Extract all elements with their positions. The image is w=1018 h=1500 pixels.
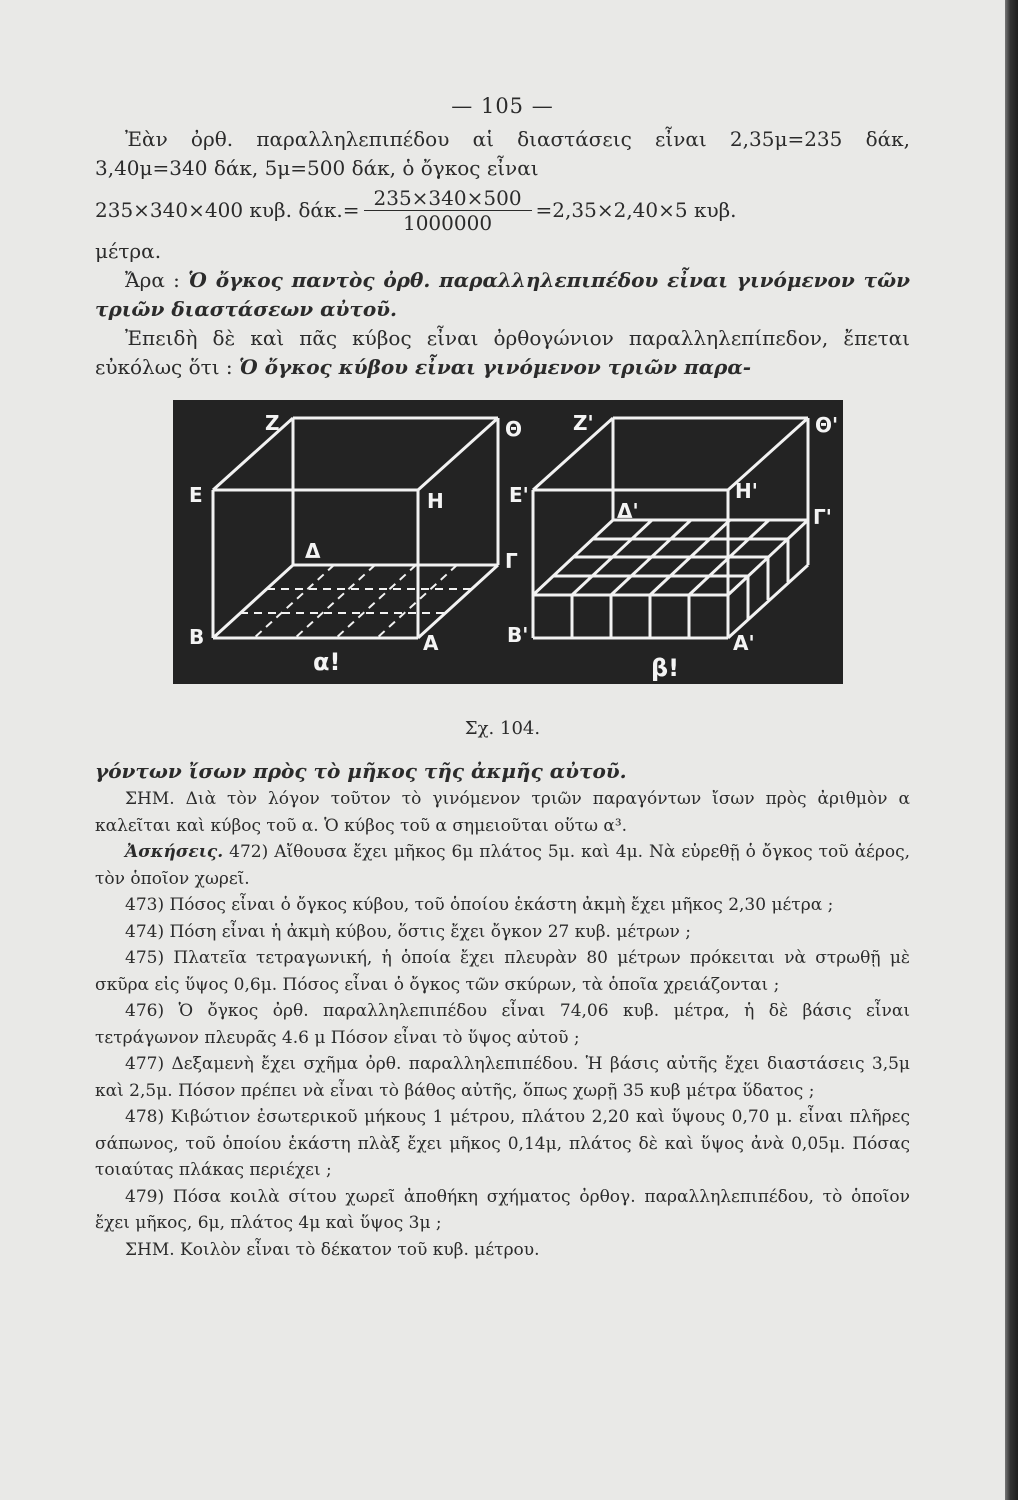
figure-caption: Σχ. 104. bbox=[464, 718, 541, 739]
formula-right: =2,35×2,40×5 κυβ. bbox=[535, 197, 737, 222]
label-theta-prime: Θ' bbox=[815, 413, 839, 437]
formula-end: μέτρα. bbox=[95, 239, 162, 263]
label-b: B bbox=[189, 625, 205, 649]
box-beta bbox=[533, 418, 808, 638]
exercise-472 bbox=[95, 839, 910, 892]
rule-2-prefix: Ἐπειδὴ δὲ καὶ πᾶς κύβος εἶναι ὀρθογώνιον παραλληλεπίπεδον, ἔπεται εὐκόλως ὅτι : bbox=[95, 326, 910, 379]
notes-and-exercises bbox=[95, 786, 910, 1263]
formula-left: 235×340×400 κυβ. δάκ.= bbox=[95, 197, 360, 222]
rule-1-text: Ὁ ὄγκος παντὸς ὀρθ. παραλληλεπιπέδου εἶναι γινόμενον τῶν τριῶν διαστάσεων αὐτοῦ. bbox=[95, 268, 910, 321]
rule-2-text-part2: γόντων ἴσων πρὸς τὸ μῆκος τῆς ἀκμῆς αὐτοῦ. bbox=[95, 759, 627, 783]
note-1: ΣΗΜ. Διὰ τὸν λόγον τοῦτον τὸ γινόμενον τριῶν παραγόντων ἴσων πρὸς ἀριθμὸν α καλεῖται καὶ κύβος τοῦ α. Ὁ κύβος τοῦ α σημειοῦται οὕτω α³. bbox=[95, 789, 910, 836]
label-a-prime: A' bbox=[733, 631, 755, 655]
label-b-prime: B' bbox=[507, 623, 529, 647]
exercise-472-text: 472) Αἴθουσα ἔχει μῆκος 6μ πλάτος 5μ. καὶ 4μ. Νὰ εὑρεθῇ ὁ ὄγκος τοῦ ἀέρος, τὸν ὁποῖον χωρεῖ. bbox=[95, 842, 910, 889]
rule-1 bbox=[95, 266, 910, 324]
label-theta: Θ bbox=[505, 417, 523, 441]
label-gamma-prime: Γ' bbox=[813, 505, 832, 529]
rule-2 bbox=[95, 324, 910, 382]
label-z-prime: Z' bbox=[573, 411, 594, 435]
label-delta-prime: Δ' bbox=[617, 499, 639, 523]
exercise-478: 478) Κιβώτιον ἐσωτερικοῦ μήκους 1 μέτρου, πλάτου 2,20 καὶ ὕψους 0,70 μ. εἶναι πλῆρες σάπωνος, τοῦ ὁποίου ἑκάστη πλὰξ ἔχει μῆκος 0,14μ, πλάτος δὲ καὶ ὕψος ἀνὰ 0,05μ. Πόσας τοιαύτας πλάκας περιέχει ; bbox=[95, 1107, 910, 1180]
exercise-473: 473) Πόσος εἶναι ὁ ὄγκος κύβου, τοῦ ὁποίου ἑκάστη ἀκμὴ ἔχει μῆκος 2,30 μέτρα ; bbox=[125, 895, 834, 915]
label-gamma: Γ bbox=[505, 549, 518, 573]
label-a: A bbox=[423, 631, 439, 655]
page-edge-shadow bbox=[1005, 0, 1018, 1500]
page-number: — 105 — bbox=[451, 94, 554, 118]
volume-formula bbox=[95, 183, 910, 237]
intro-text: Ἐὰν ὀρθ. παραλληλεπιπέδου αἱ διαστάσεις εἶναι 2,35μ=235 δάκ, 3,40μ=340 δάκ, 5μ=500 δάκ, ὁ ὄγκος εἶναι bbox=[95, 127, 910, 180]
fraction-denominator: 1000000 bbox=[402, 210, 493, 235]
rule-2-text-part1: Ὁ ὄγκος κύβου εἶναι γινόμενον τριῶν παρα- bbox=[239, 355, 752, 379]
label-h: H bbox=[427, 489, 444, 513]
note-2: ΣΗΜ. Κοιλὸν εἶναι τὸ δέκατον τοῦ κυβ. μέτρου. bbox=[125, 1239, 540, 1260]
formula-fraction bbox=[364, 186, 532, 235]
caption-beta: β! bbox=[651, 654, 680, 682]
exercise-474: 474) Πόση εἶναι ἡ ἀκμὴ κύβου, ὅστις ἔχει ὄγκον 27 κυβ. μέτρων ; bbox=[125, 921, 691, 942]
caption-alpha: α! bbox=[313, 648, 341, 676]
label-z: Z bbox=[265, 411, 280, 435]
figure-104 bbox=[173, 400, 843, 684]
label-h-prime: H' bbox=[735, 479, 758, 503]
rule-1-prefix: Ἄρα : bbox=[125, 268, 189, 292]
label-e: E bbox=[189, 483, 203, 507]
label-e-prime: E' bbox=[509, 483, 529, 507]
label-delta: Δ bbox=[305, 539, 321, 563]
exercise-476: 476) Ὁ ὄγκος ὀρθ. παραλληλεπιπέδου εἶναι 74,06 κυβ. μέτρα, ἡ δὲ βάσις εἶναι τετράγωνον πλευρᾶς 4.6 μ Πόσον εἶναι τὸ ὕψος αὐτοῦ ; bbox=[95, 1001, 910, 1048]
exercises-label: Ἀσκήσεις. bbox=[125, 842, 224, 862]
exercise-479: 479) Πόσα κοιλὰ σίτου χωρεῖ ἀποθήκη σχήματος ὀρθογ. παραλληλεπιπέδου, τὸ ὁποῖον ἔχει μῆκος, 6μ, πλάτος 4μ καὶ ὕψος 3μ ; bbox=[95, 1186, 910, 1233]
exercise-475: 475) Πλατεῖα τετραγωνική, ἡ ὁποία ἔχει πλευρὰν 80 μέτρων πρόκειται νὰ στρωθῇ μὲ σκῦρα εἰς ὕψος 0,6μ. Πόσος εἶναι ὁ ὄγκος τῶν σκύρων, τὰ ὁποῖα χρειάζονται ; bbox=[95, 948, 910, 995]
fraction-numerator: 235×340×500 bbox=[364, 186, 532, 211]
box-alpha bbox=[213, 418, 498, 638]
page-content bbox=[95, 92, 910, 1263]
figure-drawing bbox=[173, 400, 843, 684]
rule-2-continuation bbox=[95, 757, 910, 786]
exercise-477: 477) Δεξαμενὴ ἔχει σχῆμα ὀρθ. παραλληλεπιπέδου. Ἡ βάσις αὐτῆς ἔχει διαστάσεις 3,5μ καὶ 2,5μ. Πόσον πρέπει νὰ εἶναι τὸ βάθος αὐτῆς, ὅπως χωρῇ 35 κυβ μέτρα ὕδατος ; bbox=[95, 1054, 910, 1101]
